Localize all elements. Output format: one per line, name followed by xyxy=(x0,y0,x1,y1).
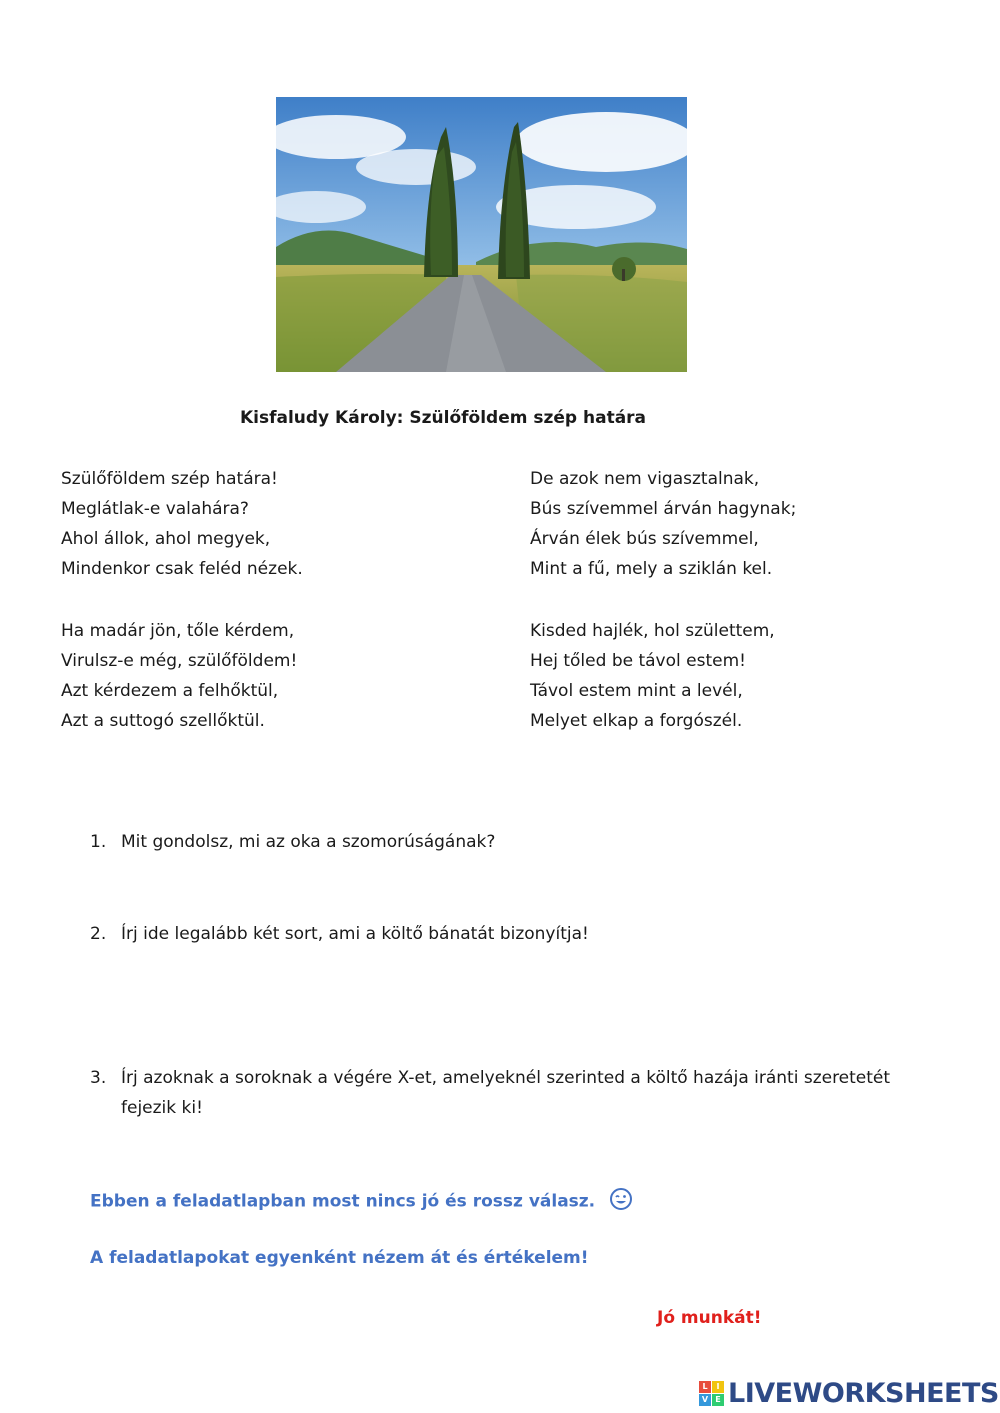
poem-line: Azt kérdezem a felhőktül, xyxy=(61,681,279,701)
poem-line: Ha madár jön, tőle kérdem, xyxy=(61,621,295,641)
note-no-right-answer xyxy=(90,1187,633,1216)
note-evaluation: A feladatlapokat egyenként nézem át és értékelem! xyxy=(90,1248,589,1268)
smiley-icon xyxy=(609,1187,633,1216)
poem-line: Ahol állok, ahol megyek, xyxy=(61,529,271,549)
stanza-left-1 xyxy=(61,464,303,584)
landscape-photo xyxy=(276,97,687,372)
poem-line: Mindenkor csak feléd nézek. xyxy=(61,559,303,579)
stanza-right-2 xyxy=(530,616,775,736)
question-text: Mit gondolsz, mi az oka a szomorúságának? xyxy=(121,832,496,852)
question-text: Írj azoknak a soroknak a végére X-et, amelyeknél szerinted a költő hazája iránti szeretetét fejezik ki! xyxy=(121,1068,891,1118)
poem-title: Kisfaludy Károly: Szülőföldem szép határa xyxy=(239,408,647,428)
poem-line: Szülőföldem szép határa! xyxy=(61,469,278,489)
closing-text: Jó munkát! xyxy=(657,1308,762,1328)
poem-line: Árván élek bús szívemmel, xyxy=(530,529,759,549)
poem-line: Virulsz-e még, szülőföldem! xyxy=(61,651,298,671)
poem-line: Mint a fű, mely a sziklán kel. xyxy=(530,559,773,579)
logo-mark-icon: L I V E xyxy=(699,1381,724,1406)
poem-line: Kisded hajlék, hol születtem, xyxy=(530,621,775,641)
question-2 xyxy=(90,919,940,949)
stanza-left-2 xyxy=(61,616,297,736)
poem-line: Melyet elkap a forgószél. xyxy=(530,711,743,731)
poem-line: Bús szívemmel árván hagynak; xyxy=(530,499,797,519)
liveworksheets-logo xyxy=(699,1375,999,1411)
question-3 xyxy=(90,1063,940,1123)
poem-line: Meglátlak-e valahára? xyxy=(61,499,249,519)
logo-text: LIVEWORKSHEETS xyxy=(728,1377,999,1409)
poem-line: Hej tőled be távol estem! xyxy=(530,651,746,671)
question-number: 2. xyxy=(90,924,107,944)
poem-line: Távol estem mint a levél, xyxy=(530,681,743,701)
question-text: Írj ide legalább két sort, ami a költő bánatát bizonyítja! xyxy=(121,924,589,944)
stanza-right-1 xyxy=(530,464,796,584)
poem-line: Azt a suttogó szellőktül. xyxy=(61,711,265,731)
question-number: 3. xyxy=(90,1068,107,1088)
question-1 xyxy=(90,827,940,857)
poem-line: De azok nem vigasztalnak, xyxy=(530,469,760,489)
question-number: 1. xyxy=(90,832,107,852)
note-text: Ebben a feladatlapban most nincs jó és rossz válasz. xyxy=(90,1191,596,1212)
